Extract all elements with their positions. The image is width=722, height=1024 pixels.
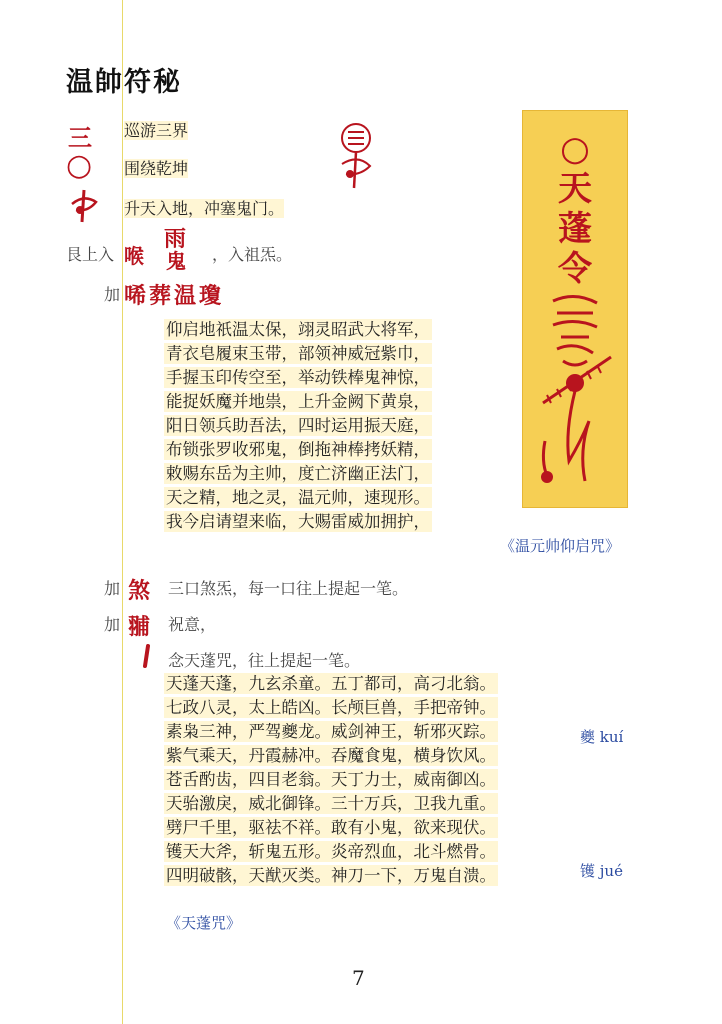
verse-text: 七政八灵，太上皓凶。长颅巨兽，手把帝钟。 — [166, 698, 496, 717]
verse-line — [164, 768, 498, 792]
verse-line — [164, 342, 432, 366]
verse-text: 青衣皂履束玉带，部领神威冠紫巾， — [166, 344, 430, 363]
verse-line — [164, 840, 498, 864]
verse-line — [164, 318, 432, 342]
gen-suffix: ，入祖炁。 — [212, 245, 293, 264]
nian-text: 念天蓬咒，往上提起一笔。 — [168, 651, 361, 670]
verse-line — [164, 816, 498, 840]
svg-text:鬼: 鬼 — [166, 249, 186, 272]
tianpeng-source: 《天蓬咒》 — [166, 914, 242, 932]
verse-line — [164, 864, 498, 888]
verse-text: 紫气乘天，丹霞赫冲。吞魔食鬼，横身饮风。 — [166, 746, 496, 765]
add1-prefix: 加 — [104, 285, 121, 304]
verse-text: 苍舌酌齿，四目老翁。天丁力士，威南御凶。 — [166, 770, 496, 789]
verse-line — [164, 672, 498, 696]
verse-line — [164, 414, 432, 438]
verse-line — [164, 510, 432, 534]
hou-char: 喉 — [124, 244, 144, 268]
gen-prefix: 艮上入 — [66, 245, 115, 264]
verse-line — [164, 486, 432, 510]
talisman-name-chars: 唏葬温瓊 — [124, 283, 225, 309]
verse-line — [164, 366, 432, 390]
add3-text: 祝意， — [168, 615, 217, 634]
small-talisman-icon — [336, 118, 378, 196]
page-title: 温帥符秘 — [66, 67, 182, 98]
verse-line — [164, 462, 432, 486]
verse-text: 素枭三神，严驾夔龙。威剑神王，斩邪灭踪。 — [166, 722, 496, 741]
verse-text: 阳日领兵助吾法，四时运用振天庭， — [166, 416, 430, 435]
verse-line — [164, 720, 498, 744]
san-symbol: 三 — [68, 123, 92, 152]
add2-prefix: 加 — [104, 579, 121, 598]
yi-char: 䎍 — [128, 614, 151, 640]
talisman-glyph-icon — [523, 291, 627, 501]
verse-line — [164, 744, 498, 768]
tianpeng-block — [164, 672, 498, 888]
brush-stroke-icon — [66, 186, 102, 226]
verse-text: 手握玉印传空至，举动铁棒鬼神惊， — [166, 368, 430, 387]
step-3-text: 升天入地，冲塞鬼门。 — [124, 199, 285, 218]
compound-talisman-icon — [160, 222, 210, 272]
page-number: 7 — [352, 966, 365, 990]
stroke-mark-icon — [140, 644, 154, 670]
verse-text: 布锁张罗收邪鬼，倒拖神棒拷妖精， — [166, 440, 430, 459]
step-1-text: 巡游三界 — [124, 121, 189, 140]
verse-text: 天之精，地之灵，温元帅，速现形。 — [166, 488, 430, 507]
invocation-block — [164, 318, 432, 534]
panel-char-tian: 天 — [558, 169, 592, 209]
verse-text: 四明破骸，天猷灭类。神刀一下，万鬼自溃。 — [166, 866, 496, 885]
verse-text: 我今启请望来临，大赐雷威加拥护， — [166, 512, 430, 531]
verse-text: 劈尸千里，驱祛不祥。敢有小鬼，欲来现伏。 — [166, 818, 496, 837]
verse-text: 镬天大斧，斩鬼五形。炎帝烈血，北斗燃骨。 — [166, 842, 496, 861]
panel-char-peng: 蓬 — [558, 209, 592, 249]
panel-circle: ○ — [560, 129, 590, 169]
circle-symbol: ○ — [66, 148, 93, 183]
note-kui: 夔 kuí — [580, 728, 624, 746]
svg-text:雨: 雨 — [164, 226, 187, 252]
verse-line — [164, 792, 498, 816]
verse-text: 天蓬天蓬，九玄杀童。五丁都司，高刁北翁。 — [166, 674, 496, 693]
panel-char-ling: 令 — [558, 249, 592, 289]
sha-char: 煞 — [128, 578, 151, 604]
verse-text: 敕赐东岳为主帅，度亡济幽正法门， — [166, 464, 430, 483]
add2-text: 三口煞炁，每一口往上提起一笔。 — [168, 579, 409, 598]
verse-line — [164, 438, 432, 462]
verse-text: 天骀激戾，威北御锋。三十万兵，卫我九重。 — [166, 794, 496, 813]
talisman-panel — [522, 110, 628, 508]
margin-rule — [122, 0, 123, 1024]
verse-text: 仰启地祇温太保，翊灵昭武大将军， — [166, 320, 430, 339]
verse-line — [164, 696, 498, 720]
step-2-text: 围绕乾坤 — [124, 159, 189, 178]
verse-line — [164, 390, 432, 414]
verse-text: 能捉妖魔并地祟，上升金阙下黄泉， — [166, 392, 430, 411]
add3-prefix: 加 — [104, 615, 121, 634]
invocation-source: 《温元帅仰启咒》 — [500, 537, 621, 555]
note-jue: 镬 jué — [580, 862, 623, 880]
